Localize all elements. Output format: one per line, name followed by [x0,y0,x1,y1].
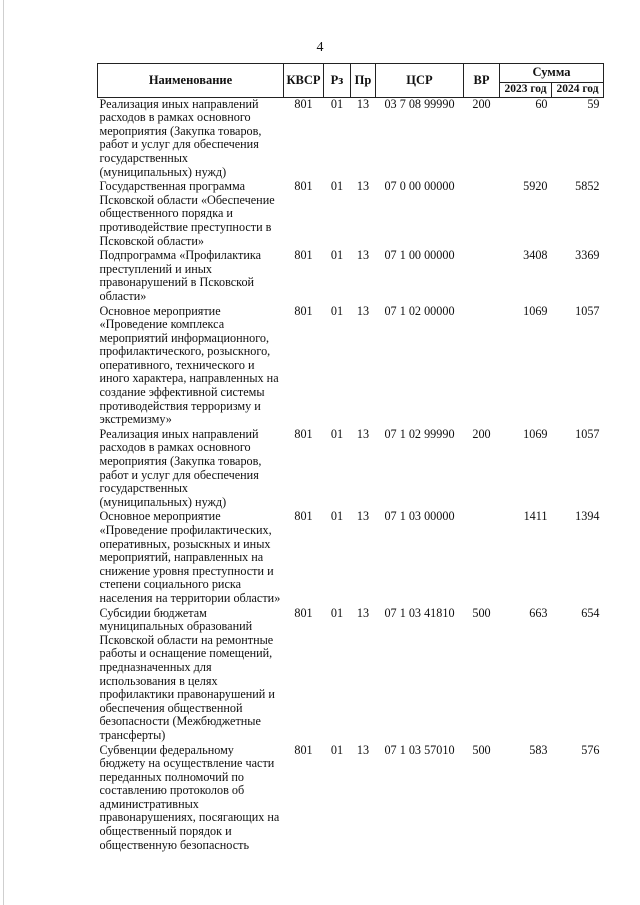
header-name: Наименование [98,64,284,98]
header-vr: ВР [464,64,500,98]
row-sum-2023: 663 [529,605,548,620]
row-csr: 03 7 08 99990 [384,96,455,111]
row-sum-2024: 654 [581,605,600,620]
row-rz: 01 [330,605,344,620]
row-pr: 13 [356,742,370,757]
table-row [98,249,604,304]
row-name: Основное мероприятие «Проведение профилактических, оперативных, розыскных и иных мероприятий, направленных на снижение уровня преступности и степени социального риска населения на территории области» [99,509,281,605]
row-sum-2024: 5852 [575,179,600,194]
row-csr: 07 1 03 41810 [384,605,455,620]
header-year-2023: 2023 год [500,83,552,98]
table-row [98,428,604,511]
row-rz: 01 [330,248,344,263]
row-sum-2024: 1057 [575,303,600,318]
row-sum-2024: 59 [587,96,600,111]
row-kvsr: 801 [294,303,313,318]
row-csr: 07 0 00 00000 [384,179,455,194]
table-row [98,180,604,249]
row-rz: 01 [330,179,344,194]
header-sum: Сумма [500,64,604,83]
row-csr: 07 1 00 00000 [384,248,455,263]
header-rz: Рз [324,64,351,98]
row-sum-2023: 1411 [523,509,548,524]
row-rz: 01 [330,509,344,524]
row-kvsr: 801 [294,248,313,263]
row-vr [464,180,500,249]
row-vr: 200 [472,96,491,111]
row-sum-2023: 5920 [523,179,548,194]
row-name: Государственная программа Псковской области «Обеспечение общественного порядка и противодействие преступности в Псковской области» [99,179,275,248]
row-pr: 13 [356,426,370,441]
row-pr: 13 [356,303,370,318]
header-csr: ЦСР [376,64,464,98]
row-vr [464,305,500,428]
row-pr: 13 [356,96,370,111]
row-name: Субвенции федеральному бюджету на осуществление части переданных полномочий по составлению протоколов об административных правонарушениях, посягающих на общественный порядок и общественную безопасность [99,742,280,852]
row-kvsr: 801 [294,426,313,441]
row-kvsr: 801 [294,742,313,757]
row-csr: 07 1 03 57010 [384,742,455,757]
row-sum-2023: 583 [529,742,548,757]
row-sum-2023: 1069 [523,303,548,318]
row-sum-2023: 1069 [523,426,548,441]
row-csr: 07 1 02 00000 [384,303,455,318]
row-sum-2023: 3408 [523,248,548,263]
row-rz: 01 [330,426,344,441]
row-name: Основное мероприятие «Проведение комплекса мероприятий информационного, профилактического, розыскного, оперативного, технического и иного характера, направленных на создание эффективной системы противодействия терроризму и экстремизму» [99,303,279,427]
row-name: Реализация иных направлений расходов в рамках основного мероприятия (Закупка товаров, работ и услуг для обеспечения государственных (муниципальных) нужд) [99,96,262,179]
header-year-2024: 2024 год [552,83,604,98]
scan-margin-line [3,0,4,905]
row-rz: 01 [330,303,344,318]
row-pr: 13 [356,605,370,620]
row-vr: 500 [472,605,491,620]
header-pr: Пр [351,64,376,98]
page-number: 4 [316,40,324,55]
row-kvsr: 801 [294,605,313,620]
row-sum-2024: 1394 [575,509,600,524]
row-sum-2024: 576 [581,742,600,757]
table-row [98,607,604,744]
row-sum-2024: 3369 [575,248,600,263]
row-pr: 13 [356,248,370,263]
row-kvsr: 801 [294,179,313,194]
table-row [98,744,604,854]
row-rz: 01 [330,742,344,757]
table-row [98,305,604,428]
row-name: Реализация иных направлений расходов в рамках основного мероприятия (Закупка товаров, работ и услуг для обеспечения государственных (муниципальных) нужд) [99,426,262,509]
row-sum-2023: 60 [535,96,548,111]
row-name: Субсидии бюджетам муниципальных образований Псковской области на ремонтные работы и оснащение помещений, предназначенных для использования в целях профилактики правонарушений и обеспечения общественной безопасности (Межбюджетные трансферты) [99,605,275,742]
row-kvsr: 801 [294,96,313,111]
row-name: Подпрограмма «Профилактика преступлений и иных правонарушений в Псковской области» [99,248,262,303]
row-vr: 500 [472,742,491,757]
row-kvsr: 801 [294,509,313,524]
row-rz: 01 [330,96,344,111]
row-vr [464,249,500,304]
row-pr: 13 [356,509,370,524]
row-vr: 200 [472,426,491,441]
header-kvsr: КВСР [284,64,324,98]
row-sum-2024: 1057 [575,426,600,441]
table-row [98,97,604,180]
row-csr: 07 1 03 00000 [384,509,455,524]
budget-table [97,63,604,853]
row-pr: 13 [356,179,370,194]
row-csr: 07 1 02 99990 [384,426,455,441]
table-row [98,510,604,606]
row-vr [464,510,500,606]
